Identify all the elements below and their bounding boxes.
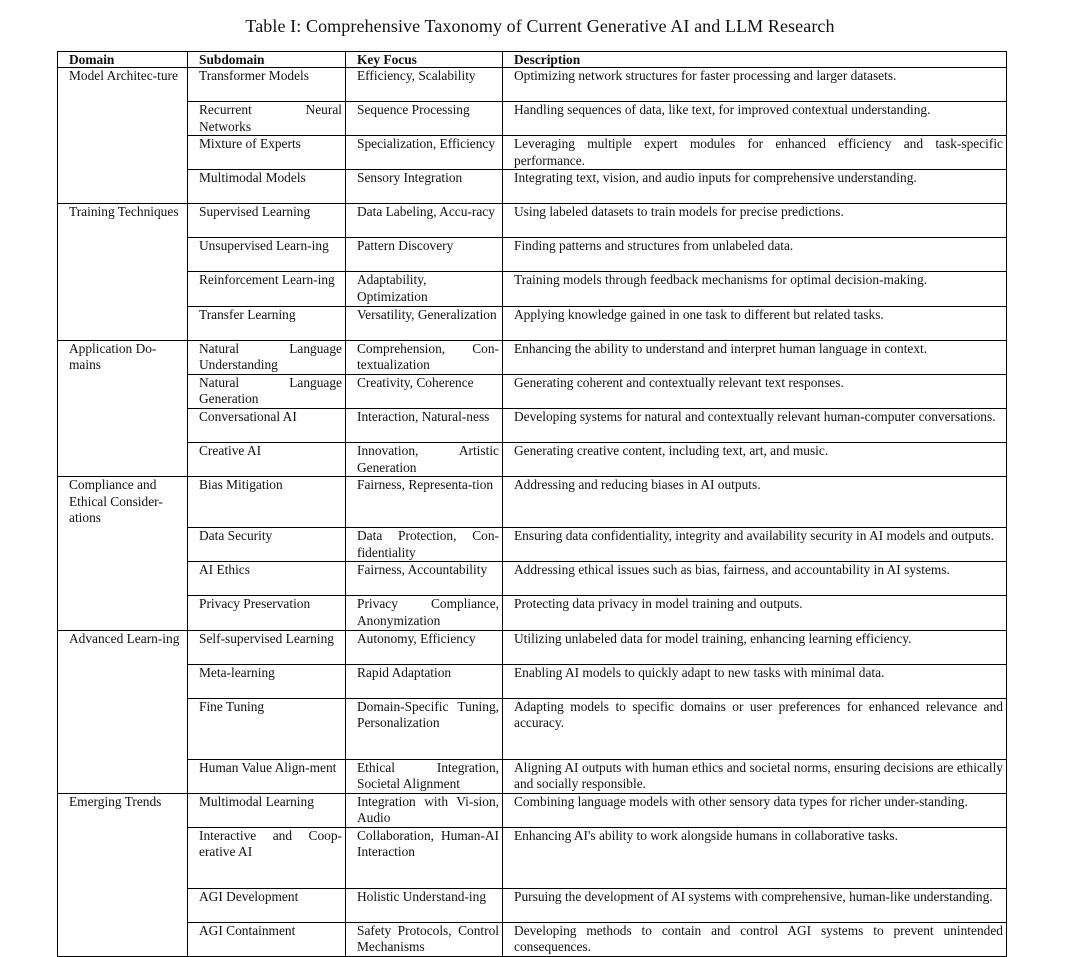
key-focus-cell: Efficiency, Scalability <box>346 68 503 102</box>
description-cell: Using labeled datasets to train models for precise predictions. <box>503 204 1007 238</box>
key-focus-cell: Pattern Discovery <box>346 238 503 272</box>
table-row <box>58 827 1007 888</box>
domain-cell <box>58 238 188 272</box>
description-cell: Addressing ethical issues such as bias, fairness, and accountability in AI systems. <box>503 562 1007 596</box>
description-cell: Addressing and reducing biases in AI outputs. <box>503 477 1007 528</box>
key-focus-cell: Innovation, Artistic Generation <box>346 442 503 476</box>
subdomain-cell: Transfer Learning <box>188 306 346 340</box>
table-row <box>58 528 1007 562</box>
description-cell: Enhancing the ability to understand and interpret human language in context. <box>503 340 1007 374</box>
key-focus-cell: Ethical Integration, Societal Alignment <box>346 759 503 793</box>
key-focus-cell: Rapid Adaptation <box>346 664 503 698</box>
table-row <box>58 793 1007 827</box>
key-focus-cell: Sensory Integration <box>346 170 503 204</box>
subdomain-cell: Privacy Preservation <box>188 596 346 630</box>
domain-cell <box>58 306 188 340</box>
description-cell: Developing methods to contain and control AGI systems to prevent unintended consequences. <box>503 922 1007 956</box>
table-row <box>58 596 1007 630</box>
key-focus-cell: Creativity, Coherence <box>346 374 503 408</box>
table-row <box>58 136 1007 170</box>
key-focus-cell: Fairness, Accountability <box>346 562 503 596</box>
description-cell: Enhancing AI's ability to work alongside humans in collaborative tasks. <box>503 827 1007 888</box>
description-cell: Pursuing the development of AI systems with comprehensive, human-like understanding. <box>503 888 1007 922</box>
subdomain-cell: Self-supervised Learning <box>188 630 346 664</box>
domain-cell <box>58 408 188 442</box>
table-row <box>58 664 1007 698</box>
domain-cell: Training Techniques <box>58 204 188 238</box>
subdomain-cell: AGI Development <box>188 888 346 922</box>
subdomain-cell: Data Security <box>188 528 346 562</box>
domain-cell <box>58 136 188 170</box>
domain-cell <box>58 442 188 476</box>
subdomain-cell: Transformer Models <box>188 68 346 102</box>
table-row <box>58 477 1007 528</box>
key-focus-cell: Safety Protocols, Control Mechanisms <box>346 922 503 956</box>
subdomain-cell: Fine Tuning <box>188 698 346 759</box>
table-row <box>58 374 1007 408</box>
subdomain-cell: Natural Language Understanding <box>188 340 346 374</box>
table-row <box>58 408 1007 442</box>
subdomain-cell: Recurrent Neural Networks <box>188 102 346 136</box>
key-focus-cell: Privacy Compliance, Anonymization <box>346 596 503 630</box>
key-focus-cell: Domain-Specific Tuning, Personalization <box>346 698 503 759</box>
key-focus-cell: Adaptability, Optimization <box>346 272 503 306</box>
description-cell: Aligning AI outputs with human ethics and societal norms, ensuring decisions are ethically and socially responsible. <box>503 759 1007 793</box>
subdomain-cell: Mixture of Experts <box>188 136 346 170</box>
table-row <box>58 204 1007 238</box>
table-row <box>58 698 1007 759</box>
description-cell: Applying knowledge gained in one task to different but related tasks. <box>503 306 1007 340</box>
table-row <box>58 922 1007 956</box>
domain-cell <box>58 562 188 596</box>
domain-cell: Application Do-mains <box>58 340 188 374</box>
description-cell: Integrating text, vision, and audio inputs for comprehensive understanding. <box>503 170 1007 204</box>
key-focus-cell: Data Protection, Con-fidentiality <box>346 528 503 562</box>
key-focus-cell: Versatility, Generalization <box>346 306 503 340</box>
description-cell: Optimizing network structures for faster processing and larger datasets. <box>503 68 1007 102</box>
domain-cell <box>58 664 188 698</box>
subdomain-cell: Unsupervised Learn-ing <box>188 238 346 272</box>
subdomain-cell: AGI Containment <box>188 922 346 956</box>
key-focus-cell: Autonomy, Efficiency <box>346 630 503 664</box>
key-focus-cell: Specialization, Efficiency <box>346 136 503 170</box>
description-cell: Finding patterns and structures from unlabeled data. <box>503 238 1007 272</box>
domain-cell <box>58 374 188 408</box>
key-focus-cell: Holistic Understand-ing <box>346 888 503 922</box>
domain-cell: Emerging Trends <box>58 793 188 827</box>
domain-cell <box>58 528 188 562</box>
description-cell: Enabling AI models to quickly adapt to new tasks with minimal data. <box>503 664 1007 698</box>
key-focus-cell: Sequence Processing <box>346 102 503 136</box>
column-header-domain: Domain <box>58 52 188 68</box>
domain-cell: Compliance and Ethical Consider-ations <box>58 477 188 528</box>
table-row <box>58 238 1007 272</box>
subdomain-cell: Interactive and Coop-erative AI <box>188 827 346 888</box>
subdomain-cell: Human Value Align-ment <box>188 759 346 793</box>
table-row <box>58 442 1007 476</box>
key-focus-cell: Integration with Vi-sion, Audio <box>346 793 503 827</box>
domain-cell <box>58 698 188 759</box>
key-focus-cell: Data Labeling, Accu-racy <box>346 204 503 238</box>
domain-cell <box>58 759 188 793</box>
description-cell: Developing systems for natural and contextually relevant human-computer conversations. <box>503 408 1007 442</box>
domain-cell <box>58 272 188 306</box>
domain-cell: Advanced Learn-ing <box>58 630 188 664</box>
subdomain-cell: Creative AI <box>188 442 346 476</box>
description-cell: Handling sequences of data, like text, for improved contextual understanding. <box>503 102 1007 136</box>
key-focus-cell: Comprehension, Con-textualization <box>346 340 503 374</box>
domain-cell <box>58 827 188 888</box>
subdomain-cell: Multimodal Models <box>188 170 346 204</box>
description-cell: Generating coherent and contextually relevant text responses. <box>503 374 1007 408</box>
table-row <box>58 759 1007 793</box>
table-row <box>58 888 1007 922</box>
domain-cell <box>58 922 188 956</box>
table-row <box>58 630 1007 664</box>
table-row <box>58 562 1007 596</box>
subdomain-cell: Reinforcement Learn-ing <box>188 272 346 306</box>
table-row <box>58 102 1007 136</box>
subdomain-cell: Multimodal Learning <box>188 793 346 827</box>
description-cell: Training models through feedback mechanisms for optimal decision-making. <box>503 272 1007 306</box>
domain-cell <box>58 102 188 136</box>
subdomain-cell: Natural Language Generation <box>188 374 346 408</box>
description-cell: Utilizing unlabeled data for model training, enhancing learning efficiency. <box>503 630 1007 664</box>
column-header-key-focus: Key Focus <box>346 52 503 68</box>
table-row <box>58 306 1007 340</box>
table-row <box>58 272 1007 306</box>
domain-cell <box>58 596 188 630</box>
domain-cell <box>58 170 188 204</box>
key-focus-cell: Interaction, Natural-ness <box>346 408 503 442</box>
domain-cell: Model Architec-ture <box>58 68 188 102</box>
key-focus-cell: Fairness, Representa-tion <box>346 477 503 528</box>
description-cell: Combining language models with other sensory data types for richer under-standing. <box>503 793 1007 827</box>
subdomain-cell: Conversational AI <box>188 408 346 442</box>
column-header-description: Description <box>503 52 1007 68</box>
description-cell: Protecting data privacy in model training and outputs. <box>503 596 1007 630</box>
table-header-row <box>58 52 1007 68</box>
subdomain-cell: Supervised Learning <box>188 204 346 238</box>
description-cell: Ensuring data confidentiality, integrity and availability security in AI models and outputs. <box>503 528 1007 562</box>
taxonomy-table <box>57 51 1007 957</box>
description-cell: Adapting models to specific domains or user preferences for enhanced relevance and accuracy. <box>503 698 1007 759</box>
column-header-subdomain: Subdomain <box>188 52 346 68</box>
table-row <box>58 170 1007 204</box>
table-row <box>58 68 1007 102</box>
subdomain-cell: Meta-learning <box>188 664 346 698</box>
subdomain-cell: Bias Mitigation <box>188 477 346 528</box>
subdomain-cell: AI Ethics <box>188 562 346 596</box>
key-focus-cell: Collaboration, Human-AI Interaction <box>346 827 503 888</box>
table-caption: Table I: Comprehensive Taxonomy of Current Generative AI and LLM Research <box>245 16 835 36</box>
description-cell: Generating creative content, including text, art, and music. <box>503 442 1007 476</box>
domain-cell <box>58 888 188 922</box>
table-row <box>58 340 1007 374</box>
description-cell: Leveraging multiple expert modules for enhanced efficiency and task-specific performance. <box>503 136 1007 170</box>
